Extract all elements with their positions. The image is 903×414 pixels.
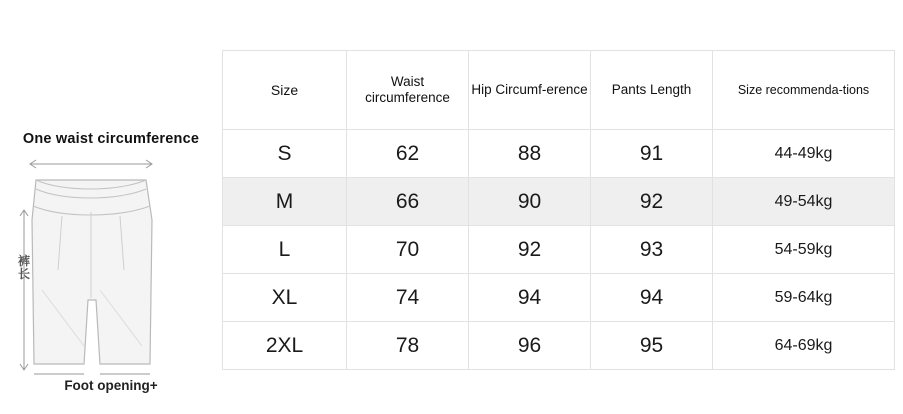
- table-row: [223, 322, 895, 370]
- pants-illustration-icon: [0, 150, 222, 380]
- cell-hip: 90: [469, 178, 591, 226]
- cell-length: 94: [591, 274, 713, 322]
- cell-length: 91: [591, 130, 713, 178]
- pants-diagram-panel: [0, 0, 222, 414]
- cell-hip: 88: [469, 130, 591, 178]
- cell-waist: 70: [347, 226, 469, 274]
- table-header-row: [223, 51, 895, 130]
- cell-length: 92: [591, 178, 713, 226]
- cell-recommendation: 44-49kg: [713, 130, 895, 178]
- cell-recommendation: 54-59kg: [713, 226, 895, 274]
- table-header: [223, 51, 895, 130]
- column-header-waist: Waist circumference: [347, 51, 469, 130]
- cell-size: L: [223, 226, 347, 274]
- cell-waist: 78: [347, 322, 469, 370]
- column-header-size-recommendations: Size recommenda-tions: [713, 51, 895, 130]
- pants-length-label: 裤长: [17, 254, 30, 281]
- cell-recommendation: 64-69kg: [713, 322, 895, 370]
- size-chart-table: [222, 50, 895, 370]
- cell-hip: 96: [469, 322, 591, 370]
- cell-recommendation: 49-54kg: [713, 178, 895, 226]
- cell-hip: 94: [469, 274, 591, 322]
- cell-waist: 62: [347, 130, 469, 178]
- waist-circumference-caption: One waist circumference: [22, 131, 200, 147]
- foot-opening-caption: Foot opening+: [64, 378, 158, 393]
- cell-waist: 66: [347, 178, 469, 226]
- cell-hip: 92: [469, 226, 591, 274]
- column-header-hip: Hip Circumf-erence: [469, 51, 591, 130]
- column-header-pants-length: Pants Length: [591, 51, 713, 130]
- cell-size: XL: [223, 274, 347, 322]
- table-row: [223, 226, 895, 274]
- cell-length: 93: [591, 226, 713, 274]
- cell-length: 95: [591, 322, 713, 370]
- table-row: [223, 274, 895, 322]
- cell-size: M: [223, 178, 347, 226]
- table-body: [223, 130, 895, 370]
- cell-recommendation: 59-64kg: [713, 274, 895, 322]
- table-row: [223, 130, 895, 178]
- table-row: [223, 178, 895, 226]
- cell-waist: 74: [347, 274, 469, 322]
- column-header-size: Size: [223, 51, 347, 130]
- cell-size: 2XL: [223, 322, 347, 370]
- cell-size: S: [223, 130, 347, 178]
